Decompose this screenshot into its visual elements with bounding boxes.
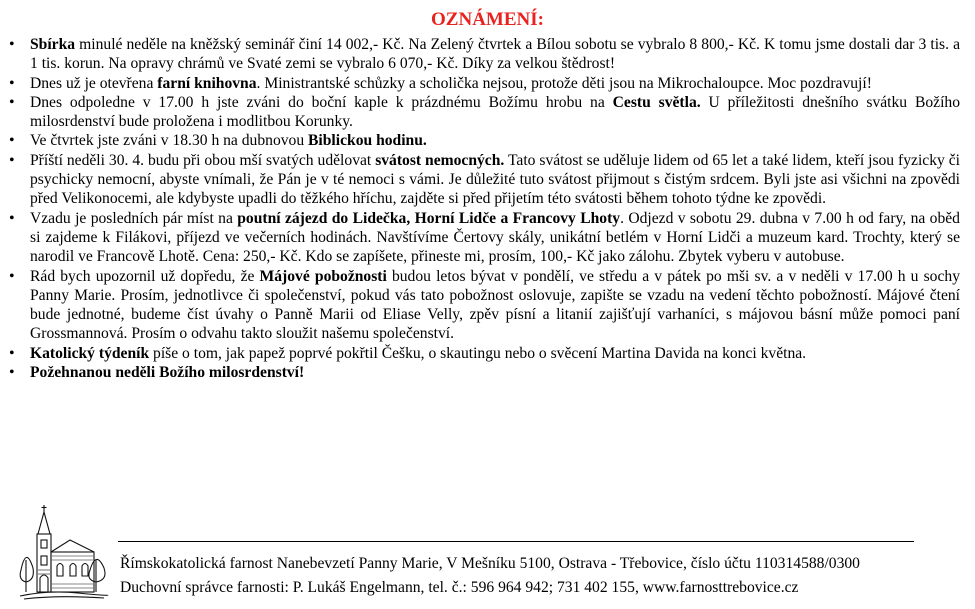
announcement-item bbox=[9, 363, 960, 382]
announcement-item bbox=[9, 267, 960, 344]
bullet-icon: • bbox=[9, 36, 15, 53]
highlighted-text: Májové pobožnosti bbox=[259, 267, 387, 285]
parish-contact: Duchovní správce farnosti: P. Lukáš Engelmann, tel. č.: 596 964 942; 731 402 155, www.farnosttrebovice.cz bbox=[120, 579, 799, 596]
announcement-item bbox=[9, 35, 960, 74]
highlighted-text: svátost nemocných. bbox=[375, 151, 505, 169]
body-text: Příští neděli 30. 4. budu při obou mší svatých udělovat bbox=[30, 151, 376, 169]
bullet-icon: • bbox=[9, 364, 15, 382]
body-text: Rád bych upozornil už dopředu, že bbox=[30, 267, 260, 285]
announcement-item bbox=[9, 131, 960, 150]
body-text: píše o tom, jak papež poprvé pokřtil Češku, o skautingu nebo o svěcení Martina Davida na konci května. bbox=[149, 344, 807, 362]
highlighted-text: farní knihovna bbox=[157, 74, 257, 92]
announcement-item bbox=[9, 344, 960, 363]
bullet-icon: • bbox=[9, 344, 15, 362]
body-text: Dnes odpoledne v 17.00 h jste zváni do boční kaple k prázdnému Božímu hrobu na bbox=[30, 93, 613, 111]
announcement-item bbox=[9, 209, 960, 267]
bullet-icon: • bbox=[9, 209, 15, 227]
body-text: minulé neděle na kněžský seminář činí 14 002,- Kč. Na Zelený čtvrtek a Bílou sobotu se vybralo 8 800,- Kč. K tomu jsme dostali dar 3 tis. a 1 tis. korun. Na opravy chrámů ve Svaté zemi se vybralo 6 070,- Kč. Díky za velkou štědrost! bbox=[30, 36, 960, 73]
highlighted-text: Sbírka bbox=[30, 36, 76, 53]
bullet-icon: • bbox=[9, 267, 15, 285]
highlighted-text: poutní zájezd do Lidečka, Horní Lidče a Francovy Lhoty bbox=[237, 209, 621, 227]
church-drawing-icon bbox=[18, 500, 110, 600]
body-text: budou letos bývat v pondělí, ve středu a v pátek po mši sv. a v neděli v 17.00 h u sochy Panny Marie. Prosím, jednotlivce či společenství, pokud vás tato pobožnost oslovuje, zapište se vzadu na vedení těchto pobožností. Májové čtení bude jednotné, budeme číst úvahy o Panně Marii od Eliase Velly, zpěv písní a litanií zajišťují varhaníci, s májovou básní může pomoci paní Grossmannová. Prosím o odvahu takto sloužit našemu společenství. bbox=[30, 267, 960, 343]
page-title: OZNÁMENÍ: bbox=[431, 9, 544, 30]
body-text: . Odjezd v sobotu 29. dubna v 7.00 h od fary, na oběd si zajdeme k Filákovi, příjezd ve večerních hodinách. Navštívíme Čertovy skály, unikátní betlém v Horní Lidči a muzeum kard. Trochty, který se narodil ve Francově Lhotě. Cena: 250,- Kč. Kdo se zapíšete, přineste mi, prosím, 100,- Kč jako zálohu. Zbytek vyberu v autobuse. bbox=[30, 209, 960, 266]
parish-address: Římskokatolická farnost Nanebevzetí Panny Marie, V Mešníku 5100, Ostrava - Třebovice, číslo účtu 110314588/0300 bbox=[120, 555, 860, 572]
body-text: Tato svátost se uděluje lidem od 65 let a také lidem, kteří jsou fyzicky či psychicky nemocní, abyste vnímali, že Pán je v té nemoci s vámi. Je důležité tuto svátost přijmout s čistým srdcem. Byli jste asi všichni na zpovědi před Velikonocemi, ale kdybyste upadli do těžkého hříchu, zajděte si před přijetím této svátosti během tohoto týdne ke zpovědi. bbox=[30, 151, 961, 208]
bullet-icon: • bbox=[9, 93, 15, 111]
body-text: Vzadu je posledních pár míst na bbox=[30, 209, 238, 227]
body-text: Ve čtvrtek jste zváni v 18.30 h na dubnovou bbox=[30, 132, 309, 150]
bullet-icon: • bbox=[9, 132, 15, 150]
announcement-list bbox=[9, 35, 961, 382]
highlighted-text: Požehnanou neděli Božího milosrdenství! bbox=[30, 364, 305, 382]
footer-divider bbox=[118, 541, 914, 542]
highlighted-text: Cestu světla. bbox=[612, 93, 701, 111]
announcement-item bbox=[9, 93, 961, 132]
announcement-item bbox=[9, 151, 961, 209]
announcement-item bbox=[9, 74, 960, 93]
bullet-icon: • bbox=[9, 74, 15, 92]
body-text: Dnes už je otevřena bbox=[30, 74, 158, 92]
body-text: . Ministrantské schůzky a scholička nejsou, protože děti jsou na Mikrochaloupce. Moc pozdravují! bbox=[256, 74, 872, 92]
highlighted-text: Katolický týdeník bbox=[30, 344, 150, 362]
body-text: U příležitosti dnešního svátku Božího milosrdenství bude proložena i modlitbou Korunky. bbox=[30, 93, 961, 131]
bullet-icon: • bbox=[9, 151, 15, 169]
highlighted-text: Biblickou hodinu. bbox=[308, 132, 427, 150]
